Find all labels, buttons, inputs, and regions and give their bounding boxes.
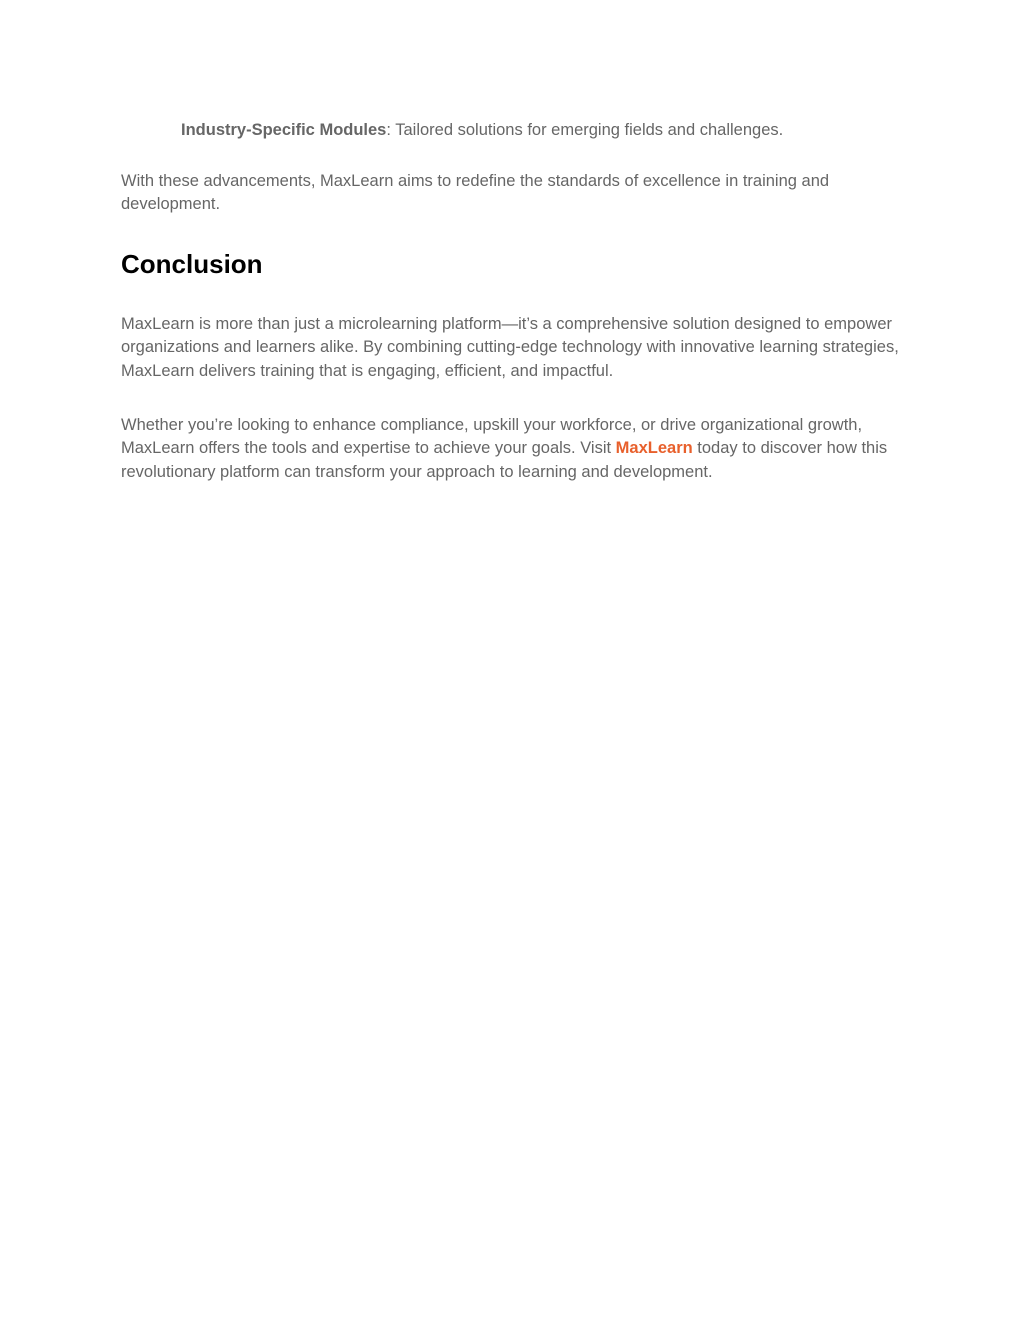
conclusion-heading: Conclusion: [121, 249, 263, 279]
conclusion-paragraph-2: [121, 414, 911, 484]
conclusion-paragraph-2-before: Whether you’re looking to enhance compliance, upskill your workforce, or drive organizational growth, MaxLearn offers the tools and expertise to achieve your goals. Visit: [121, 416, 863, 458]
maxlearn-link[interactable]: MaxLearn: [615, 439, 693, 458]
advancements-paragraph: With these advancements, MaxLearn aims to redefine the standards of excellence in training and development.: [121, 172, 830, 214]
conclusion-paragraph-1: MaxLearn is more than just a microlearning platform—it’s a comprehensive solution designed to empower organizations and learners alike. By combining cutting-edge technology with innovative learning strategies, MaxLearn delivers training that is engaging, efficient, and impactful.: [121, 315, 899, 380]
bullet-item-industry-specific-modules: [181, 119, 783, 142]
bullet-term: Industry-Specific Modules: [181, 121, 387, 139]
bullet-description: : Tailored solutions for emerging fields and challenges.: [386, 121, 784, 139]
conclusion-paragraph-2-after: today to discover how this revolutionary platform can transform your approach to learning and development.: [121, 439, 888, 481]
